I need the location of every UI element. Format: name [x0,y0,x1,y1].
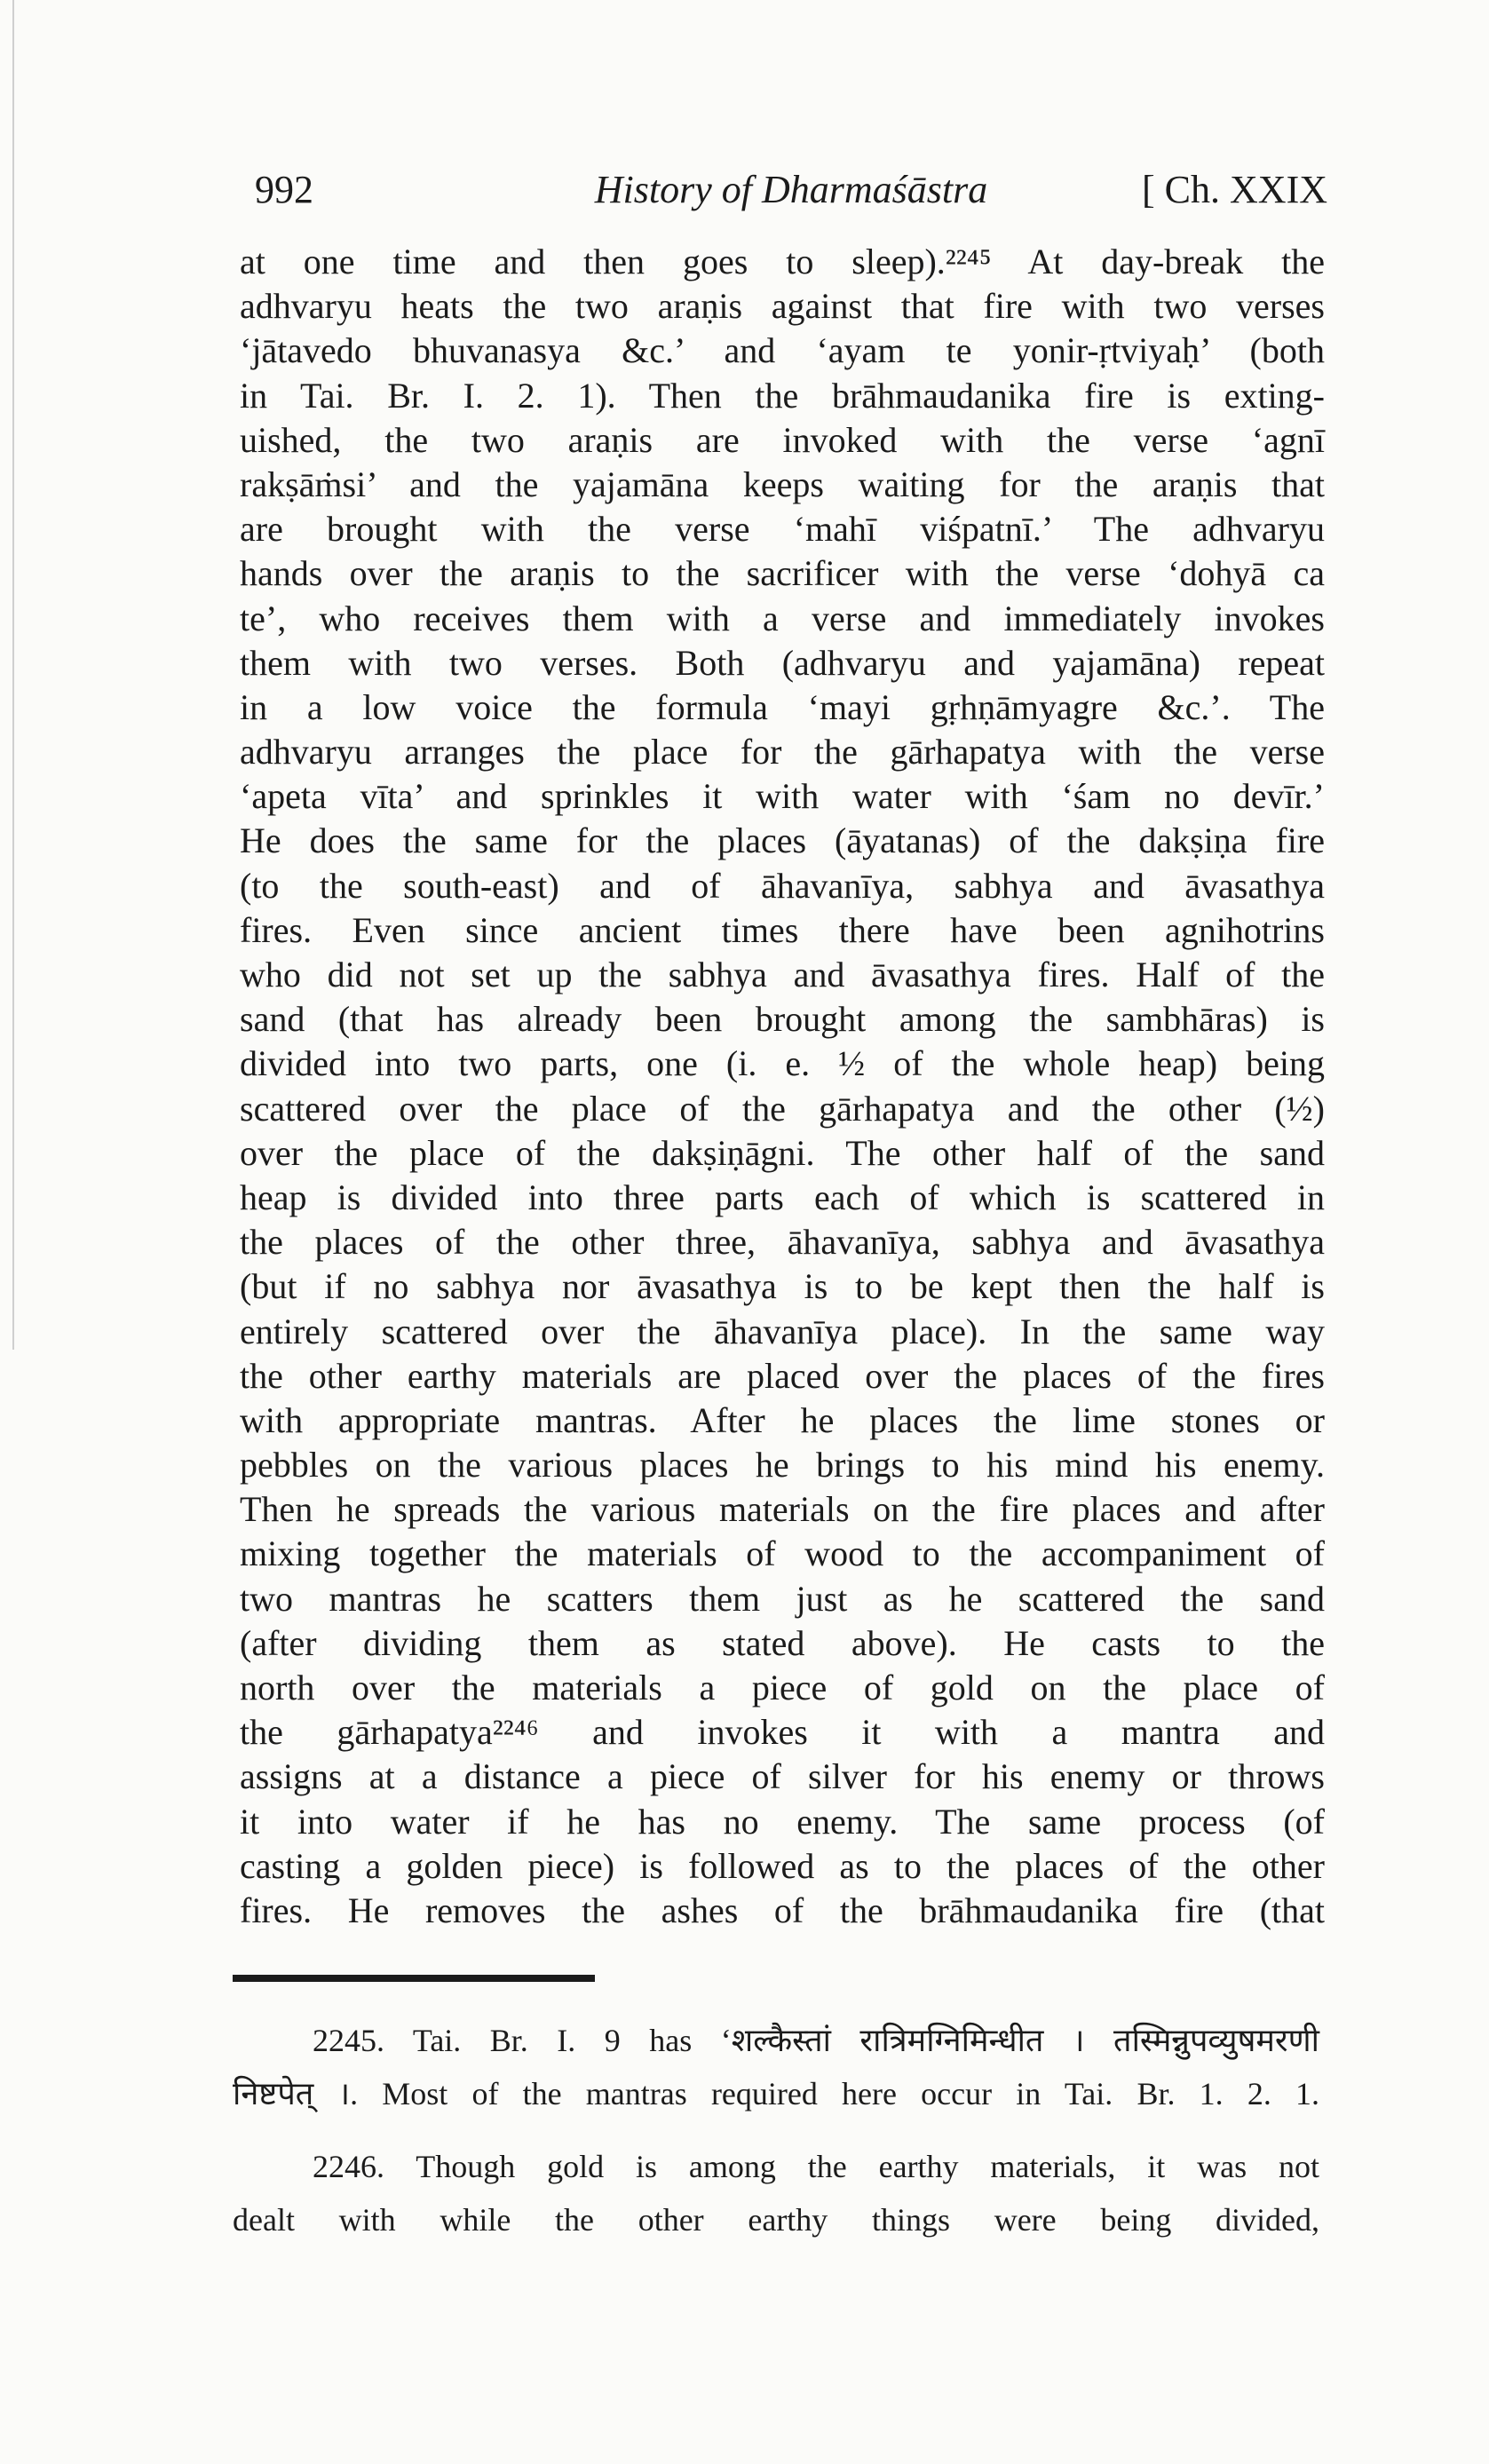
running-header [255,163,1327,217]
body-line: at one time and then goes to sleep).²²⁴⁵ At day-break the [240,242,1325,281]
body-line: adhvaryu heats the two araṇis against that fire with two verses [240,286,1325,327]
body-line: in Tai. Br. I. 2. 1). Then the brāhmaudanika fire is exting- [240,375,1325,416]
body-line: with appropriate mantras. After he places the lime stones or [240,1399,1325,1440]
body-line: rakṣāṁsi’ and the yajamāna keeps waiting for the araṇis that [240,463,1325,504]
scan-margin-line [12,0,14,1350]
body-line: (to the south-east) and of āhavanīya, sabhya and āvasathya [240,865,1325,906]
body-line: two mantras he scatters them just as he scattered the sand [240,1578,1325,1619]
body-line: fires. Even since ancient times there have been agnihotrins [240,909,1325,950]
body-line: fires. He removes the ashes of the brāhmaudanika fire (that [240,1890,1325,1930]
footnote-line: निष्टपेत् ।. Most of the mantras required here occur in Tai. Br. 1. 2. 1. [233,2076,1319,2111]
body-line: who did not set up the sabhya and āvasathya fires. Half of the [240,955,1325,994]
body-line: are brought with the verse ‘mahī viśpatnī.’ The adhvaryu [240,509,1325,550]
body-line: the places of the other three, āhavanīya, sabhya and āvasathya [240,1222,1325,1263]
body-line: sand (that has already been brought among the sambhāras) is [240,999,1325,1040]
footnote [233,2140,1319,2246]
body-line: Then he spreads the various materials on the fire places and after [240,1489,1325,1530]
footnote-line: 2245. Tai. Br. I. 9 has ‘शल्कैस्तां रात्रिमग्निमिन्धीत । तस्मिन्नुपव्युषमरणी [313,2023,1319,2058]
body-line: hands over the araṇis to the sacrificer with the verse ‘dohyā ca [240,553,1325,594]
body-line: heap is divided into three parts each of which is scattered in [240,1177,1325,1217]
body-line: them with two verses. Both (adhvaryu and yajamāna) repeat [240,642,1325,683]
body-line: uished, the two araṇis are invoked with the verse ‘agnī [240,419,1325,460]
body-line: He does the same for the places (āyatanas) of the dakṣiṇa fire [240,820,1325,861]
footnote [233,2014,1319,2120]
body-line: divided into two parts, one (i. e. ½ of the whole heap) being [240,1043,1325,1084]
body-line: the gārhapatya²²⁴⁶ and invokes it with a mantra and [240,1712,1325,1753]
footnotes [233,2014,1319,2246]
body-line: mixing together the materials of wood to the accompaniment of [240,1533,1325,1574]
body-line: assigns at a distance a piece of silver for his enemy or throws [240,1756,1325,1797]
body-text [240,240,1325,1933]
body-line: over the place of the dakṣiṇāgni. The other half of the sand [240,1132,1325,1173]
footnote-line: dealt with while the other earthy things were being divided, [233,2202,1319,2238]
running-title: History of Dharmaśāstra [594,168,988,211]
body-line: it into water if he has no enemy. The same process (of [240,1801,1325,1842]
body-line: (but if no sabhya nor āvasathya is to be kept then the half is [240,1266,1325,1307]
body-line: pebbles on the various places he brings to his mind his enemy. [240,1445,1325,1486]
body-line: ‘jātavedo bhuvanasya &c.’ and ‘ayam te yonir-ṛtviyaḥ’ (both [240,330,1325,371]
body-line: casting a golden piece) is followed as to the places of the other [240,1845,1325,1886]
body-line: (after dividing them as stated above). He casts to the [240,1622,1325,1663]
page-number: 992 [255,168,313,211]
body-line: adhvaryu arranges the place for the gārhapatya with the verse [240,732,1325,772]
body-line: scattered over the place of the gārhapatya and the other (½) [240,1088,1325,1129]
footnote-rule [233,1975,595,1982]
body-line: entirely scattered over the āhavanīya place). In the same way [240,1311,1325,1351]
footnote-line: 2246. Though gold is among the earthy materials, it was not [313,2149,1319,2184]
chapter-label: [ Ch. XXIX [1142,168,1327,211]
body-line: ‘apeta vīta’ and sprinkles it with water with ‘śam no devīr.’ [240,776,1325,817]
body-line: the other earthy materials are placed over the places of the fires [240,1355,1325,1396]
body-line: in a low voice the formula ‘mayi gṛhṇāmyagre &c.’. The [240,686,1325,727]
body-line: north over the materials a piece of gold on the place of [240,1668,1325,1707]
body-line: te’, who receives them with a verse and immediately invokes [240,598,1325,638]
